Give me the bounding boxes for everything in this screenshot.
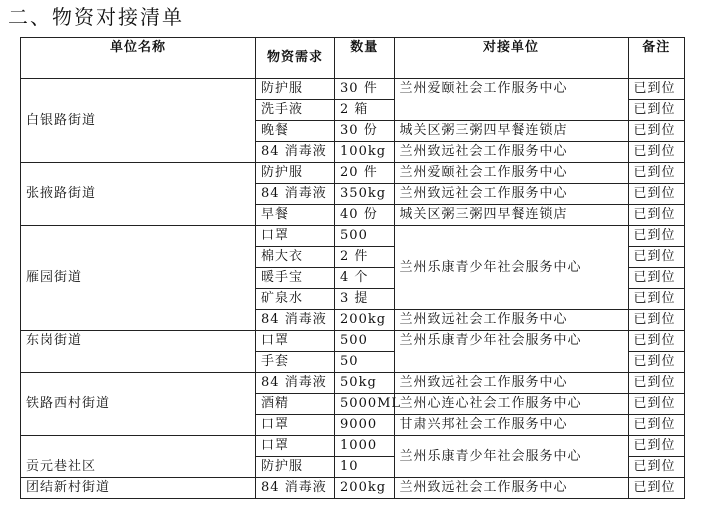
status-cell: 已到位 — [628, 100, 684, 121]
unit-name: 东岗街道 — [21, 331, 256, 373]
status-cell: 已到位 — [628, 373, 684, 394]
qty-cell: 50 — [335, 352, 395, 373]
qty-cell: 40 份 — [335, 205, 395, 226]
item-cell: 防护服 — [256, 163, 335, 184]
item-cell: 防护服 — [256, 457, 335, 478]
partner-cell: 城关区粥三粥四早餐连锁店 — [394, 121, 628, 142]
partner-cell: 甘肃兴邦社会工作服务中心 — [394, 415, 628, 436]
partner-cell: 兰州乐康青少年社会服务中心 — [394, 226, 628, 310]
status-cell: 已到位 — [628, 478, 684, 499]
qty-cell: 2 箱 — [335, 100, 395, 121]
qty-cell: 2 件 — [335, 247, 395, 268]
qty-cell: 30 份 — [335, 121, 395, 142]
status-cell: 已到位 — [628, 415, 684, 436]
qty-cell: 500 — [335, 331, 395, 352]
item-cell: 口罩 — [256, 331, 335, 352]
qty-cell: 20 件 — [335, 163, 395, 184]
materials-table — [20, 37, 685, 499]
status-cell: 已到位 — [628, 457, 684, 478]
item-cell: 84 消毒液 — [256, 310, 335, 331]
qty-cell: 200kg — [335, 310, 395, 331]
status-cell: 已到位 — [628, 184, 684, 205]
header-qty: 数量 — [335, 38, 395, 79]
partner-cell: 兰州致远社会工作服务中心 — [394, 478, 628, 499]
partner-cell: 城关区粥三粥四早餐连锁店 — [394, 205, 628, 226]
partner-cell: 兰州爱颐社会工作服务中心 — [394, 163, 628, 184]
table-row — [21, 373, 685, 394]
unit-name: 白银路街道 — [21, 79, 256, 163]
section-title: 二、物资对接清单 — [8, 5, 184, 29]
unit-name: 贡元巷社区 — [21, 436, 256, 478]
partner-cell: 兰州致远社会工作服务中心 — [394, 373, 628, 394]
item-cell: 酒精 — [256, 394, 335, 415]
item-cell: 暖手宝 — [256, 268, 335, 289]
unit-name: 雁园街道 — [21, 226, 256, 331]
partner-cell: 兰州致远社会工作服务中心 — [394, 142, 628, 163]
partner-cell: 兰州乐康青少年社会服务中心 — [394, 331, 628, 373]
partner-cell: 兰州乐康青少年社会服务中心 — [394, 436, 628, 478]
header-unit: 单位名称 — [21, 38, 256, 79]
qty-cell: 4 个 — [335, 268, 395, 289]
status-cell: 已到位 — [628, 205, 684, 226]
partner-cell: 兰州心连心社会工作服务中心 — [394, 394, 628, 415]
status-cell: 已到位 — [628, 121, 684, 142]
qty-cell: 50kg — [335, 373, 395, 394]
item-cell: 早餐 — [256, 205, 335, 226]
table-row — [21, 163, 685, 184]
qty-cell: 10 — [335, 457, 395, 478]
item-cell: 84 消毒液 — [256, 373, 335, 394]
item-cell: 防护服 — [256, 79, 335, 100]
status-cell: 已到位 — [628, 289, 684, 310]
qty-cell: 5000ML — [335, 394, 395, 415]
item-cell: 口罩 — [256, 415, 335, 436]
unit-name: 团结新村街道 — [21, 478, 256, 499]
status-cell: 已到位 — [628, 226, 684, 247]
unit-name: 张掖路街道 — [21, 163, 256, 226]
table-header-row — [21, 38, 685, 79]
qty-cell: 350kg — [335, 184, 395, 205]
item-cell: 手套 — [256, 352, 335, 373]
item-cell: 84 消毒液 — [256, 478, 335, 499]
qty-cell: 1000 — [335, 436, 395, 457]
table-row — [21, 478, 685, 499]
item-cell: 84 消毒液 — [256, 142, 335, 163]
status-cell: 已到位 — [628, 436, 684, 457]
status-cell: 已到位 — [628, 247, 684, 268]
status-cell: 已到位 — [628, 352, 684, 373]
table-row — [21, 226, 685, 247]
unit-name: 铁路西村街道 — [21, 373, 256, 436]
item-cell: 口罩 — [256, 226, 335, 247]
qty-cell: 100kg — [335, 142, 395, 163]
qty-cell: 500 — [335, 226, 395, 247]
status-cell: 已到位 — [628, 79, 684, 100]
status-cell: 已到位 — [628, 310, 684, 331]
table-row — [21, 436, 685, 457]
qty-cell: 3 提 — [335, 289, 395, 310]
status-cell: 已到位 — [628, 394, 684, 415]
qty-cell: 200kg — [335, 478, 395, 499]
qty-cell: 30 件 — [335, 79, 395, 100]
item-cell: 晚餐 — [256, 121, 335, 142]
item-cell: 口罩 — [256, 436, 335, 457]
table-row — [21, 331, 685, 352]
partner-cell: 兰州致远社会工作服务中心 — [394, 184, 628, 205]
partner-cell: 兰州爱颐社会工作服务中心 — [394, 79, 628, 121]
status-cell: 已到位 — [628, 163, 684, 184]
qty-cell: 9000 — [335, 415, 395, 436]
item-cell: 洗手液 — [256, 100, 335, 121]
status-cell: 已到位 — [628, 331, 684, 352]
header-need: 物资需求 — [256, 38, 335, 79]
status-cell: 已到位 — [628, 142, 684, 163]
item-cell: 矿泉水 — [256, 289, 335, 310]
header-partner: 对接单位 — [394, 38, 628, 79]
header-note: 备注 — [628, 38, 684, 79]
item-cell: 棉大衣 — [256, 247, 335, 268]
status-cell: 已到位 — [628, 268, 684, 289]
partner-cell: 兰州致远社会工作服务中心 — [394, 310, 628, 331]
item-cell: 84 消毒液 — [256, 184, 335, 205]
table-row — [21, 79, 685, 100]
